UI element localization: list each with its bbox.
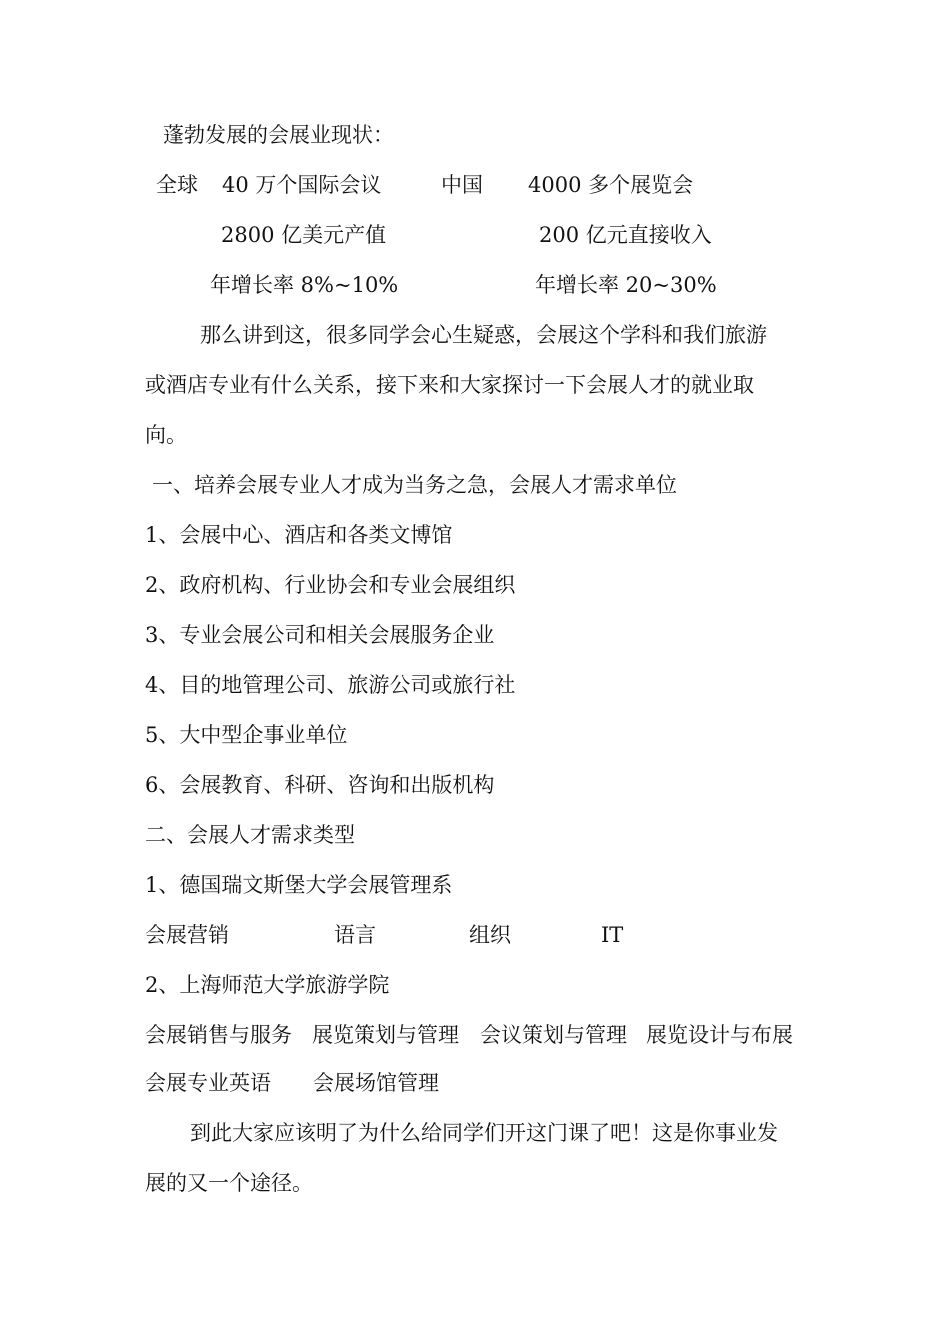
closing-line-1: 到此大家应该明了为什么给同学们开这门课了吧！这是你事业发 (190, 1121, 778, 1145)
paragraph-1-line-1: 那么讲到这，很多同学会心生疑惑，会展这个学科和我们旅游 (200, 323, 767, 347)
course-item: 会展场馆管理 (313, 1071, 439, 1095)
paragraph-1-line-2: 或酒店专业有什么关系，接下来和大家探讨一下会展人才的就业取 (145, 373, 754, 397)
global-growth: 年增长率 8%~10% (210, 273, 399, 297)
list-item: 3、专业会展公司和相关会展服务企业 (145, 623, 495, 647)
list-item: 5、大中型企事业单位 (145, 723, 348, 747)
course-item: 会展专业英语 (145, 1071, 271, 1095)
course-item: 展览策划与管理 (312, 1023, 459, 1047)
area-item: 语言 (334, 923, 376, 947)
area-item: IT (601, 923, 624, 947)
area-item: 组织 (469, 923, 511, 947)
closing-line-2: 展的又一个途径。 (145, 1171, 313, 1195)
section-2-heading: 二、会展人才需求类型 (145, 823, 355, 847)
school-1: 1、德国瑞文斯堡大学会展管理系 (145, 873, 453, 897)
course-item: 展览设计与布展 (646, 1023, 793, 1047)
list-item: 2、政府机构、行业协会和专业会展组织 (145, 573, 516, 597)
list-item: 6、会展教育、科研、咨询和出版机构 (145, 773, 495, 797)
paragraph-1-line-3: 向。 (145, 423, 187, 447)
global-meetings: 40 万个国际会议 (222, 173, 382, 197)
list-item: 4、目的地管理公司、旅游公司或旅行社 (145, 673, 516, 697)
intro-heading: 蓬勃发展的会展业现状： (163, 123, 394, 147)
global-label: 全球 (156, 173, 198, 197)
list-item: 1、会展中心、酒店和各类文博馆 (145, 523, 453, 547)
global-output: 2800 亿美元产值 (221, 223, 387, 247)
area-item: 会展营销 (145, 923, 229, 947)
course-item: 会展销售与服务 (145, 1023, 292, 1047)
china-label: 中国 (441, 173, 483, 197)
china-growth: 年增长率 20~30% (535, 273, 717, 297)
china-income: 200 亿元直接收入 (539, 223, 712, 247)
school-2: 2、上海师范大学旅游学院 (145, 973, 390, 997)
china-exhibitions: 4000 多个展览会 (528, 173, 694, 197)
course-item: 会议策划与管理 (480, 1023, 627, 1047)
section-1-heading: 一、培养会展专业人才成为当务之急，会展人才需求单位 (152, 473, 677, 497)
